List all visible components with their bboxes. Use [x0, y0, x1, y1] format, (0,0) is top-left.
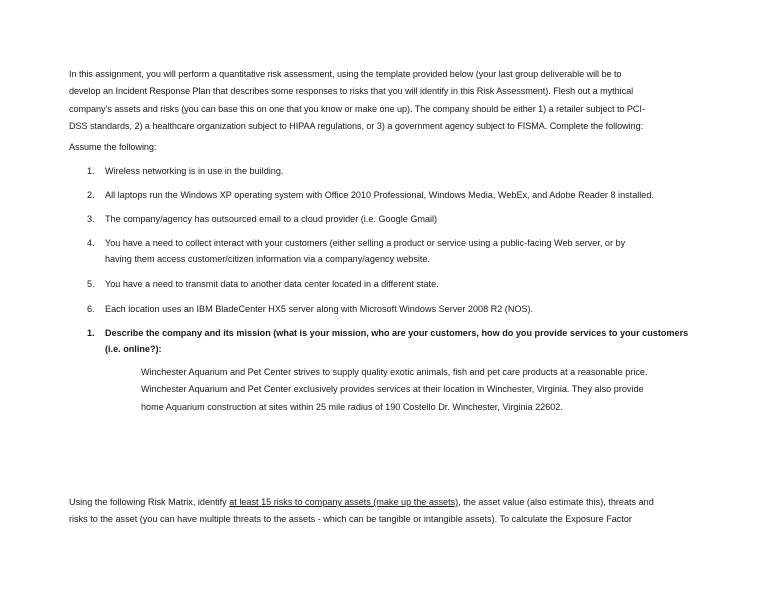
question-text-cont: (i.e. online?):	[105, 344, 162, 354]
closing-line-1-start: Using the following Risk Matrix, identify	[69, 497, 230, 507]
closing-line-2: risks to the asset (you can have multiple threats to the assets - which can be tangible or intangible assets). To calculate the Exposure Factor	[69, 514, 632, 525]
assume-heading: Assume the following:	[69, 142, 157, 152]
answer-line-3: home Aquarium construction at sites within 25 mile radius of 190 Costello Dr. Winchester, Virginia 22602.	[141, 401, 563, 412]
question-number: 1.	[87, 328, 95, 338]
closing-paragraph	[69, 494, 719, 529]
answer-line-1: Winchester Aquarium and Pet Center strives to supply quality exotic animals, fish and pet care products at a reasonable price.	[141, 367, 648, 377]
list-item-text: You have a need to collect interact with your customers (either selling a product or service using a public-facing Web server, or by	[105, 238, 626, 248]
list-item-text: You have a need to transmit data to another data center located in a different state.	[105, 279, 439, 289]
list-item-text: Wireless networking is in use in the building.	[105, 166, 284, 176]
question-text: Describe the company and its mission (what is your mission, who are your customers, how do you provide services to your customers	[105, 328, 689, 338]
list-item-text: All laptops run the Windows XP operating system with Office 2010 Professional, Windows Media, WebEx, and Adobe Reader 8 installed.	[105, 190, 654, 200]
intro-line-4: DSS standards, 2) a healthcare organization subject to HIPAA regulations, or 3) a government agency subject to FISMA. Complete the following:	[69, 120, 644, 131]
list-item-number: 2.	[87, 190, 95, 200]
list-item-number: 6.	[87, 304, 95, 314]
list-item-text: The company/agency has outsourced email to a cloud provider (i.e. Google Gmail)	[105, 214, 438, 224]
answer-line-2: Winchester Aquarium and Pet Center exclusively provides services at their location in Winchester, Virginia. They also provide	[141, 384, 644, 395]
closing-underlined-text: at least 15 risks to company assets (make up the assets)	[229, 497, 459, 507]
intro-paragraph	[69, 66, 719, 135]
list-item-number: 5.	[87, 279, 95, 289]
intro-line-2: develop an Incident Response Plan that describes some responses to risks that you will identify in this Risk Assessment). Flesh out a mythical	[69, 86, 634, 97]
list-item-number: 4.	[87, 238, 95, 248]
list-item-text: Each location uses an IBM BladeCenter HX5 server along with Microsoft Windows Server 2008 R2 (NOS).	[105, 304, 534, 314]
list-item-text-cont: having them access customer/citizen information via a company/agency website.	[105, 254, 431, 264]
intro-line-1: In this assignment, you will perform a quantitative risk assessment, using the template provided below (your last group deliverable will be to	[69, 69, 622, 79]
closing-line-1	[69, 494, 719, 511]
intro-line-3: company’s assets and risks (you can base this on one that you know or make one up). The company should be either 1) a retailer subject to PCI-	[69, 103, 645, 114]
list-item-number: 1.	[87, 166, 95, 176]
closing-line-1-end: , the asset value (also estimate this), threats and	[458, 497, 654, 507]
list-item-number: 3.	[87, 214, 95, 224]
answer-paragraph	[141, 364, 721, 416]
